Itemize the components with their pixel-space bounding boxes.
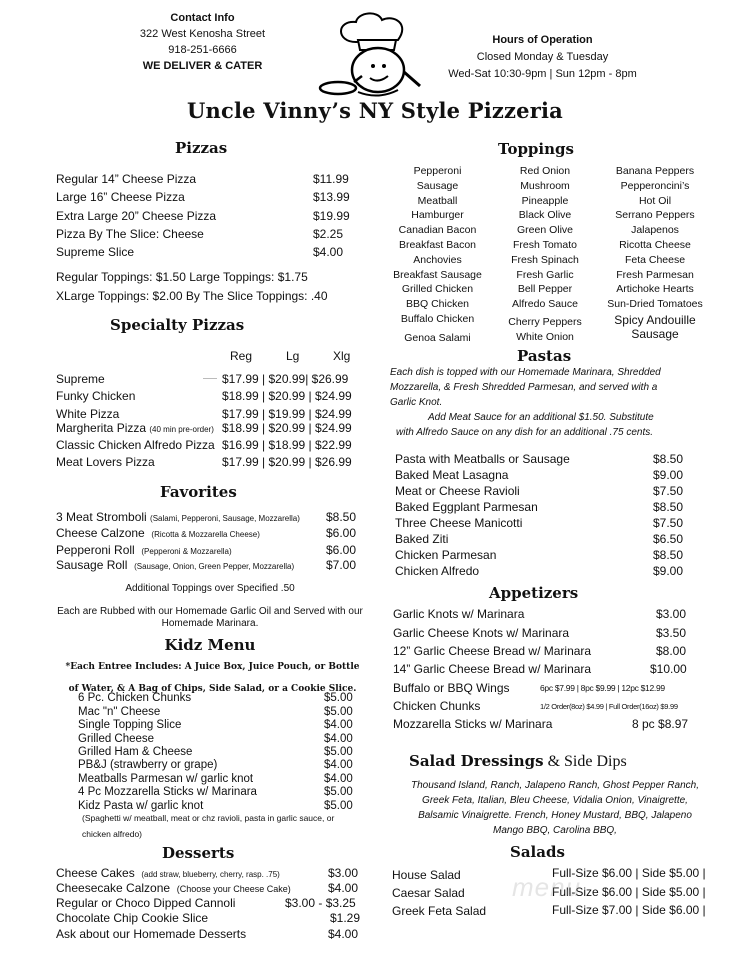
item-price: $2.25 — [313, 227, 344, 241]
item-note: (Choose your Cheese Cake) — [176, 884, 291, 894]
favorites-heading: Favorites — [160, 483, 237, 501]
menu-item — [56, 245, 134, 259]
item-price: Full-Size $7.00 | Side $6.00 | — [552, 903, 706, 917]
item-price: $10.00 — [650, 662, 687, 676]
topping-item: Pepperoni — [413, 165, 462, 177]
dressings-heading-rest: & Side Dips — [543, 753, 627, 770]
pastas-description — [390, 365, 730, 440]
item-name: Grilled Ham & Cheese — [78, 746, 193, 758]
item-price: $13.99 — [313, 190, 350, 204]
item-name: Kidz Pasta w/ garlic knot — [78, 800, 204, 812]
desserts-heading: Desserts — [162, 844, 235, 862]
item-price: $8.50 — [653, 548, 684, 562]
item-name: PB&J (strawberry or grape) — [78, 759, 218, 771]
pastas-desc-line: Add Meat Sauce for an additional $1.50. Substitute — [428, 412, 654, 423]
toppings-prices-line: Regular Toppings: $1.50 Large Toppings: $1.75 — [56, 270, 308, 284]
pastas-desc-line: Mozzarella, & Fresh Shredded Parmesan, and served with a — [390, 382, 658, 393]
topping-item: Breakfast Sausage — [393, 268, 482, 281]
size-label: Xlg — [333, 349, 351, 363]
item-name: 6 Pc. Chicken Chunks — [78, 692, 192, 704]
item-price: $3.00 — [328, 866, 359, 880]
item-name: Regular 14” Cheese Pizza — [56, 172, 197, 186]
item-price: $4.00 — [328, 881, 359, 895]
item-name: House Salad — [392, 868, 461, 882]
dressings-heading — [409, 752, 627, 771]
item-price: $17.99 | $20.99| $26.99 — [222, 372, 349, 386]
topping-item: Hot Oil — [638, 194, 672, 207]
menu-item — [56, 209, 216, 223]
item-price: 1/2 Order(8oz) $4.99 | Full Order(16oz) $9.99 — [540, 702, 678, 711]
item-note: (add straw, blueberry, cherry, rasp. .75) — [141, 870, 280, 879]
item-name: 12” Garlic Cheese Bread w/ Marinara — [393, 644, 592, 658]
topping-item: BBQ Chicken — [405, 298, 470, 311]
contact-address: 322 West Kenosha Street — [139, 28, 266, 40]
pastas-desc-line: Each dish is topped with our Homemade Marinara, Shredded — [390, 367, 661, 378]
dressings-heading-bold: Salad Dressings — [409, 752, 544, 770]
watermark: menu — [512, 872, 582, 902]
topping-item: Jalapenos — [631, 224, 679, 237]
dressings-line: Thousand Island, Ranch, Jalapeno Ranch, Ghost Pepper Ranch, — [411, 780, 699, 791]
kidz-note-line: *Each Entree Includes: A Juice Box, Juice Pouch, or Bottle — [65, 662, 360, 672]
toppings-column-2 — [495, 164, 595, 345]
item-name: Baked Eggplant Parmesan — [395, 500, 538, 514]
item-name: Cheese Calzone — [56, 526, 145, 540]
item-price: $7.50 — [653, 516, 684, 530]
item-name: Regular or Choco Dipped Cannoli — [56, 896, 236, 910]
item-note: (Ricotta & Mozzarella Cheese) — [151, 530, 260, 539]
toppings-column-1 — [385, 164, 490, 346]
item-name: Mozzarella Sticks w/ Marinara — [393, 717, 553, 731]
dressings-line: Greek Feta, Italian, Bleu Cheese, Vidalia Onion, Vinaigrette, — [422, 795, 688, 806]
menu-item — [56, 558, 294, 572]
topping-item: Red Onion — [519, 165, 571, 177]
pastas-desc-line: Garlic Knot. — [390, 397, 443, 408]
dressings-line: Balsamic Vinaigrette. French, Honey Mustard, BBQ, Jalapeno — [418, 810, 692, 821]
topping-item: Hamburger — [411, 209, 464, 222]
item-price: $4.00 — [313, 245, 344, 259]
pasta-note: chicken alfredo) — [82, 829, 143, 839]
hours-closed: Closed Monday & Tuesday — [476, 51, 609, 63]
item-price: $4.00 — [324, 719, 353, 731]
item-price: $5.00 — [324, 706, 353, 718]
salads-heading: Salads — [510, 843, 565, 861]
item-price: $5.00 — [324, 800, 353, 812]
item-name: Single Topping Slice — [78, 719, 182, 731]
item-price: $18.99 | $20.99 | $24.99 — [222, 421, 352, 435]
item-name: Pasta with Meatballs or Sausage — [395, 452, 570, 466]
item-note: (40 min pre-order) — [149, 425, 214, 434]
item-price: $6.50 — [653, 532, 684, 546]
item-price: $9.00 — [653, 468, 684, 482]
topping-item: Fresh Tomato — [513, 238, 577, 251]
topping-item: White Onion — [516, 330, 574, 343]
pizzas-heading: Pizzas — [175, 139, 228, 157]
item-name: Grilled Cheese — [78, 733, 155, 745]
item-price: $5.00 — [324, 692, 353, 704]
item-price: $6.00 — [326, 543, 357, 557]
item-name: Meatballs Parmesan w/ garlic knot — [78, 773, 254, 785]
item-name: Supreme Slice — [56, 245, 135, 259]
contact-info — [110, 10, 295, 74]
item-price: $17.99 | $20.99 | $26.99 — [222, 455, 352, 469]
toppings-prices-line: XLarge Toppings: $2.00 By The Slice Toppings: .40 — [56, 289, 328, 303]
topping-item: Black Olive — [518, 209, 572, 222]
item-name: White Pizza — [56, 407, 120, 421]
rubbed-note-line: Homemade Marinara. — [161, 618, 259, 629]
topping-item: Grilled Chicken — [401, 283, 474, 296]
item-name: Funky Chicken — [56, 389, 136, 403]
topping-item: Banana Peppers — [615, 165, 695, 177]
item-name: Chicken Alfredo — [395, 564, 480, 578]
topping-item: Cherry Peppers — [508, 315, 582, 328]
rubbed-note — [40, 606, 380, 630]
contact-heading: Contact Info — [170, 12, 235, 24]
hours-open: Wed-Sat 10:30-9pm | Sun 12pm - 8pm — [448, 68, 637, 80]
topping-item: Spicy Andouille — [614, 312, 696, 327]
item-name: Large 16” Cheese Pizza — [56, 190, 185, 204]
topping-item: Fresh Parmesan — [616, 268, 694, 281]
item-price: $17.99 | $19.99 | $24.99 — [222, 407, 352, 421]
menu-item — [56, 421, 214, 435]
dressings-line: Mango BBQ, Carolina BBQ, — [493, 825, 617, 836]
size-label: Lg — [286, 349, 300, 363]
pastas-heading: Pastas — [517, 347, 572, 365]
item-price: $7.50 — [653, 484, 684, 498]
topping-item: Sausage — [631, 326, 679, 341]
topping-item: Sun-Dried Tomatoes — [607, 298, 703, 311]
topping-item: Artichoke Hearts — [616, 283, 694, 296]
topping-item: Meatball — [417, 194, 458, 207]
toppings-heading: Toppings — [498, 140, 574, 158]
item-name: Cheese Cakes — [56, 866, 135, 880]
topping-item: Mushroom — [520, 179, 570, 192]
item-name: Baked Ziti — [395, 532, 449, 546]
item-price: 8 pc $8.97 — [632, 717, 689, 731]
item-price: $1.29 — [330, 911, 361, 925]
dressings-list — [385, 778, 725, 838]
topping-item: Anchovies — [413, 253, 462, 266]
topping-item: Ricotta Cheese — [619, 238, 691, 251]
topping-item: Alfredo Sauce — [512, 298, 578, 311]
item-price: $5.00 — [324, 746, 353, 758]
topping-item: Buffalo Chicken — [400, 312, 475, 325]
menu-item — [56, 227, 204, 241]
item-name: Meat or Cheese Ravioli — [395, 484, 520, 498]
item-name: Baked Meat Lasagna — [395, 468, 509, 482]
topping-item: Fresh Garlic — [516, 268, 574, 281]
menu-item — [56, 543, 232, 557]
topping-item: Canadian Bacon — [398, 224, 477, 237]
item-name: Garlic Cheese Knots w/ Marinara — [393, 626, 570, 640]
item-name: 4 Pc Mozzarella Sticks w/ Marinara — [78, 786, 257, 798]
item-price: $8.00 — [656, 644, 687, 658]
item-price: $11.99 — [313, 172, 349, 186]
item-price: $8.50 — [326, 510, 357, 524]
menu-item — [56, 881, 291, 895]
item-name: Chicken Parmesan — [395, 548, 497, 562]
topping-item: Pineapple — [521, 194, 569, 207]
item-name: Ask about our Homemade Desserts — [56, 927, 247, 941]
topping-item: Green Olive — [516, 224, 574, 237]
item-price: $3.50 — [656, 626, 687, 640]
item-note: (Salami, Pepperoni, Sausage, Mozzarella) — [150, 514, 300, 523]
menu-item — [56, 172, 196, 186]
contact-deliver: WE DELIVER & CATER — [142, 60, 263, 72]
item-name: Pepperoni Roll — [56, 543, 135, 557]
item-name: Chocolate Chip Cookie Slice — [56, 911, 209, 925]
toppings-column-3 — [600, 164, 710, 341]
item-name: Buffalo or BBQ Wings — [393, 681, 510, 695]
topping-item: Breakfast Bacon — [398, 238, 477, 251]
page-title: Uncle Vinny’s NY Style Pizzeria — [187, 98, 563, 123]
rubbed-note-line: Each are Rubbed with our Homemade Garlic Oil and Served with our — [57, 606, 363, 617]
item-name: Meat Lovers Pizza — [56, 455, 155, 469]
item-price: $18.99 | $20.99 | $24.99 — [222, 389, 352, 403]
item-price: 6pc $7.99 | 8pc $9.99 | 12pc $12.99 — [540, 683, 665, 693]
chef-logo-icon — [318, 12, 433, 100]
menu-item — [56, 510, 300, 524]
item-price: $19.99 — [313, 209, 350, 223]
item-price: $4.00 — [324, 733, 353, 745]
topping-item: Serrano Peppers — [615, 209, 695, 222]
item-name: Margherita Pizza — [56, 421, 147, 435]
topping-item: Genoa Salami — [404, 331, 471, 344]
item-price: Full-Size $6.00 | Side $5.00 | — [552, 885, 706, 899]
item-note: (Sausage, Onion, Green Pepper, Mozzarella) — [134, 562, 295, 571]
item-price: $6.00 — [326, 526, 357, 540]
item-name: Greek Feta Salad — [392, 904, 487, 918]
item-name: Pizza By The Slice: Cheese — [56, 227, 204, 241]
item-name: Cheesecake Calzone — [56, 881, 171, 895]
divider — [203, 378, 217, 379]
additional-toppings-note: Additional Toppings over Specified .50 — [125, 583, 295, 594]
item-price: $9.00 — [653, 564, 684, 578]
kidz-heading: Kidz Menu — [164, 636, 256, 654]
item-name: Sausage Roll — [56, 558, 128, 572]
specialty-heading: Specialty Pizzas — [110, 316, 245, 334]
item-name: 3 Meat Stromboli — [56, 510, 147, 524]
menu-item — [56, 866, 280, 880]
item-name: Garlic Knots w/ Marinara — [393, 607, 525, 621]
topping-item: Pepperoncini’s — [620, 179, 690, 192]
size-label: Reg — [230, 349, 253, 363]
item-price: $8.50 — [653, 500, 684, 514]
item-name: Caesar Salad — [392, 886, 465, 900]
pastas-desc-line: with Alfredo Sauce on any dish for an additional .75 cents. — [396, 427, 654, 438]
menu-item — [56, 526, 260, 540]
item-name: Chicken Chunks — [393, 699, 481, 713]
item-name: Extra Large 20” Cheese Pizza — [56, 209, 217, 223]
topping-item: Fresh Spinach — [511, 253, 579, 266]
hours-heading: Hours of Operation — [492, 34, 593, 46]
item-name: Mac "n" Cheese — [78, 706, 161, 718]
topping-item: Sausage — [416, 179, 459, 192]
pasta-note: (Spaghetti w/ meatball, meat or chz ravioli, pasta in garlic sauce, or — [82, 813, 335, 823]
item-note: (Pepperoni & Mozzarella) — [141, 547, 232, 556]
item-name: 14” Garlic Cheese Bread w/ Marinara — [393, 662, 592, 676]
item-price: $5.00 — [324, 786, 353, 798]
item-price: $4.00 — [324, 773, 353, 785]
item-price: $7.00 — [326, 558, 357, 572]
item-price: $3.00 — [656, 607, 687, 621]
item-name: Three Cheese Manicotti — [395, 516, 523, 530]
menu-item — [56, 190, 185, 204]
contact-phone: 918-251-6666 — [168, 44, 237, 56]
item-price: $16.99 | $18.99 | $22.99 — [222, 438, 352, 452]
kidz-note-line: of Water, & A Bag of Chips, Side Salad, or a Cookie Slice. — [68, 684, 357, 694]
appetizers-heading: Appetizers — [489, 584, 579, 602]
topping-item: Feta Cheese — [624, 253, 686, 266]
item-price: Full-Size $6.00 | Side $5.00 | — [552, 866, 706, 880]
item-price: $4.00 — [328, 927, 359, 941]
hours-of-operation — [435, 32, 650, 83]
item-name: Classic Chicken Alfredo Pizza — [56, 438, 215, 452]
item-price: $3.00 - $3.25 — [285, 896, 356, 910]
item-price: $8.50 — [653, 452, 684, 466]
topping-item: Bell Pepper — [517, 283, 573, 296]
item-price: $4.00 — [324, 759, 353, 771]
item-name: Supreme — [56, 372, 105, 386]
